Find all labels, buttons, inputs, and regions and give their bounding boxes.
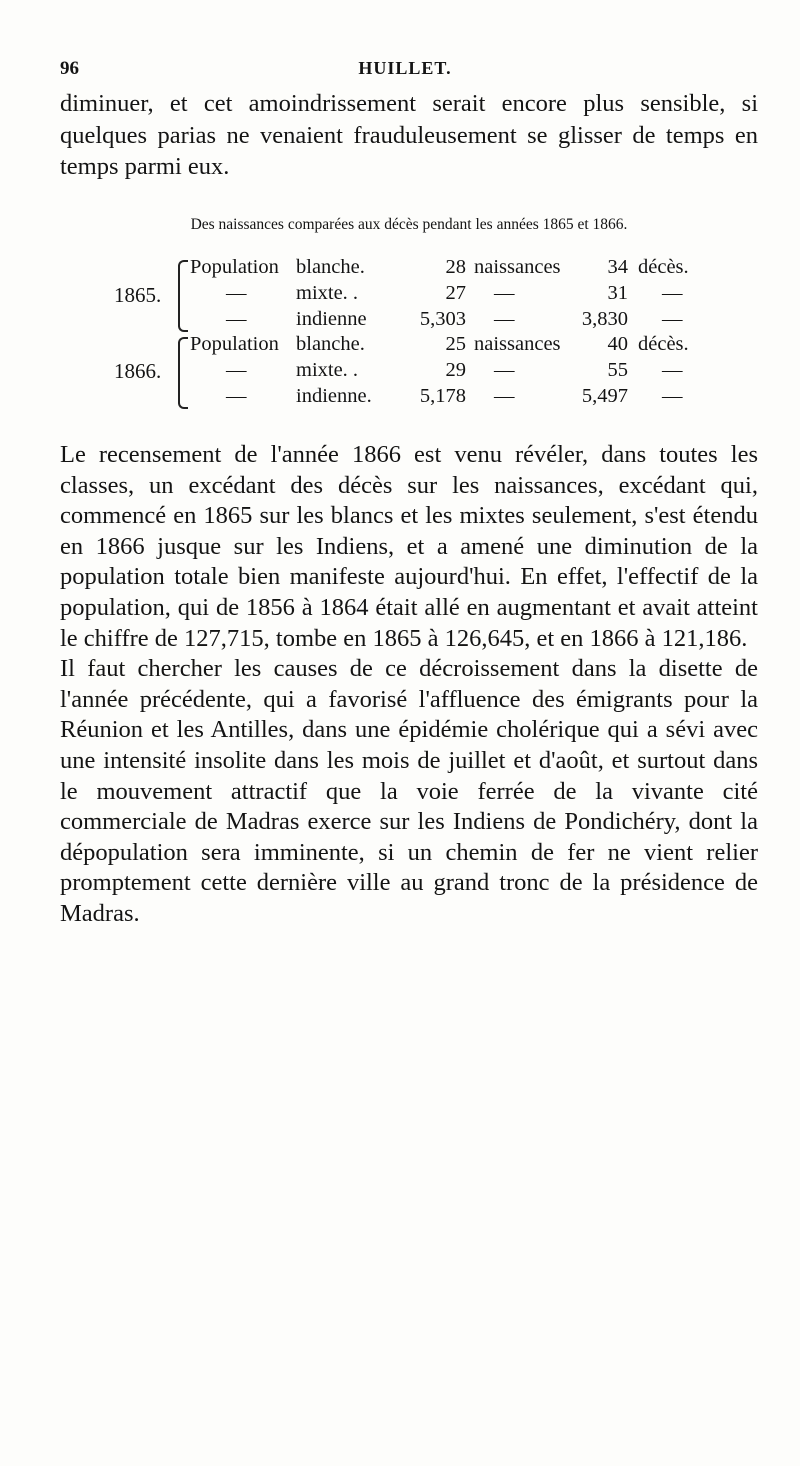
births-value: 5,303	[419, 308, 466, 330]
deaths-unit: —	[662, 308, 683, 330]
page-number: 96	[60, 58, 79, 79]
births-unit: naissances	[474, 333, 561, 355]
deaths-value: 34	[607, 256, 628, 278]
year-label: 1866.	[114, 359, 162, 383]
table-caption: Des naissances comparées aux décès pendant les années 1865 et 1866.	[190, 216, 628, 233]
deaths-unit: —	[662, 385, 683, 407]
births-unit: —	[494, 359, 515, 381]
deaths-unit: —	[662, 359, 683, 381]
deaths-unit: décès.	[638, 256, 689, 278]
deaths-value: 31	[607, 282, 628, 304]
year-label: 1865.	[114, 283, 162, 307]
running-title: HUILLET.	[358, 58, 452, 78]
paragraph: Il faut chercher les causes de ce décroissement dans la disette de l'année précédente, qui a favorisé l'affluence des émigrants pour la Réunion et les Antilles, dans une épidémie cholérique qui a sévi avec une intensité insolite dans les mois de juillet et d'août, et surtout dans le mouvement attractif que la voie ferrée de la vivante cité commerciale de Madras exerce sur les Indiens de Pondichéry, dont la dépopulation sera imminente, si un chemin de fer ne vient relier promptement cette dernière ville au grand tronc de la présidence de Madras.	[60, 655, 758, 927]
brace-icon	[178, 260, 188, 332]
population-type: mixte. .	[296, 282, 359, 304]
brace-icon	[178, 337, 188, 409]
births-value: 5,178	[419, 385, 466, 407]
population-label: —	[226, 359, 247, 381]
births-unit: —	[494, 282, 515, 304]
deaths-unit: —	[662, 282, 683, 304]
deaths-value: 5,497	[581, 385, 628, 407]
population-label: —	[226, 308, 247, 330]
population-label: —	[226, 282, 247, 304]
population-type: blanche.	[296, 256, 365, 278]
intro-paragraph: diminuer, et cet amoindrissement serait encore plus sensible, si quelques parias ne venaient frauduleusement se glisser de temps en temps parmi eux.	[60, 90, 758, 180]
population-type: indienne.	[296, 385, 372, 407]
population-label: —	[226, 385, 247, 407]
population-type: blanche.	[296, 333, 365, 355]
population-label: Population	[190, 333, 279, 355]
paragraph: Le recensement de l'année 1866 est venu révéler, dans toutes les classes, un excédant des décès sur les naissances, excédant qui, commencé en 1865 sur les blancs et les mixtes seulement, s'est étendu en 1866 jusque sur les Indiens, et a amené une diminution de la population totale bien manifeste aujourd'hui. En effet, l'effectif de la population, qui de 1856 à 1864 était allé en augmentant et avait atteint le chiffre de 127,715, tombe en 1865 à 126,645, et en 1866 à 121,186.	[60, 441, 758, 652]
body-text	[60, 440, 758, 930]
population-label: Population	[190, 256, 279, 278]
deaths-value: 3,830	[581, 308, 628, 330]
deaths-unit: décès.	[638, 333, 689, 355]
population-type: mixte. .	[296, 359, 359, 381]
births-value: 27	[445, 282, 466, 304]
births-value: 25	[445, 333, 466, 355]
population-type: indienne	[296, 308, 367, 330]
births-unit: —	[494, 385, 515, 407]
deaths-value: 40	[607, 333, 628, 355]
births-value: 29	[445, 359, 466, 381]
births-value: 28	[445, 256, 466, 278]
deaths-value: 55	[607, 359, 628, 381]
page-header	[60, 58, 750, 82]
births-unit: naissances	[474, 256, 561, 278]
births-unit: —	[494, 308, 515, 330]
